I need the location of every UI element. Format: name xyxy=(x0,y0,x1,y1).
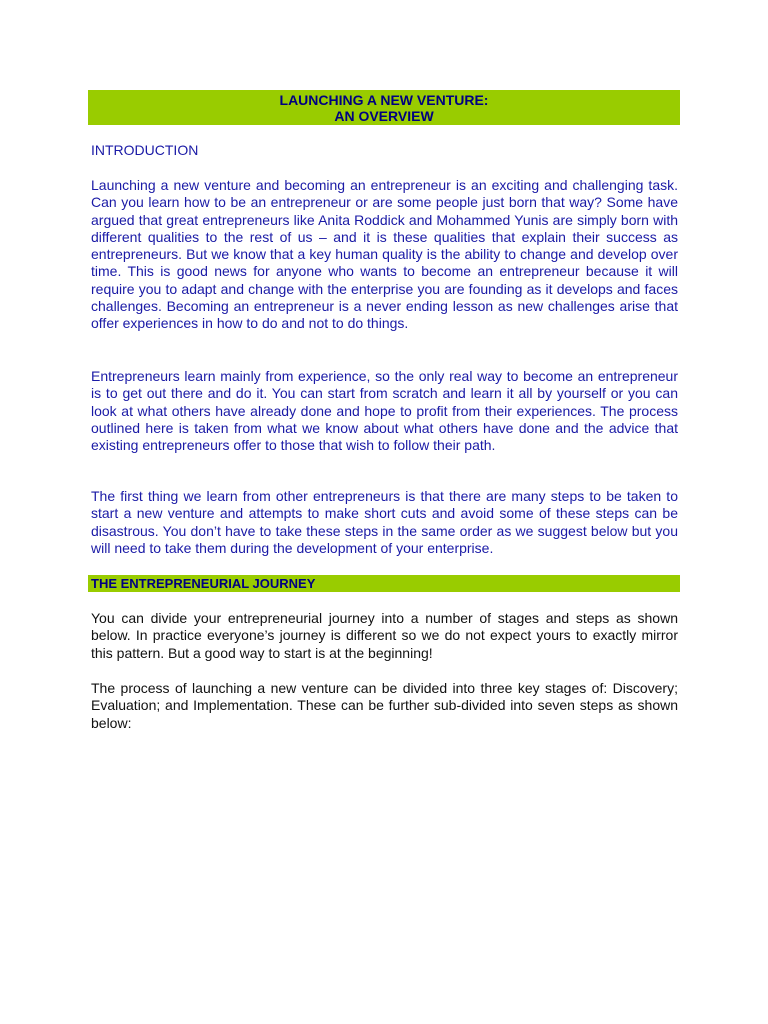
section-heading-entrepreneurial-journey: THE ENTREPRENEURIAL JOURNEY xyxy=(88,575,680,592)
document-title-bar xyxy=(88,90,680,125)
intro-paragraph-3: The first thing we learn from other entrepreneurs is that there are many steps to be taken to start a new venture and attempts to make short cuts and avoid some of these steps can be disastrous. You don’t have to take these steps in the same order as we suggest below but you will need to take them during the development of your enterprise. xyxy=(91,488,678,556)
journey-paragraph-1: You can divide your entrepreneurial journey into a number of stages and steps as shown below. In practice everyone’s journey is different so we do not expect yours to exactly mirror this pattern. But a good way to start is at the beginning! xyxy=(91,610,678,661)
document-title-line-2: AN OVERVIEW xyxy=(334,108,434,124)
intro-paragraph-2: Entrepreneurs learn mainly from experience, so the only real way to become an entrepreneur is to get out there and do it. You can start from scratch and learn it all by yourself or you can look at what others have already done and hope to profit from their experiences. The process outlined here is taken from what we know about what others have done and the advice that existing entrepreneurs offer to those that wish to follow their path. xyxy=(91,368,678,454)
journey-paragraph-2: The process of launching a new venture can be divided into three key stages of: Discovery; Evaluation; and Implementation. These can be further sub-divided into seven steps as shown below: xyxy=(91,680,678,731)
intro-paragraph-1: Launching a new venture and becoming an entrepreneur is an exciting and challenging task. Can you learn how to be an entrepreneur or are some people just born that way? Some have argued that great entrepreneurs like Anita Roddick and Mohammed Yunis are simply born with different qualities to the rest of us – and it is these qualities that explain their success as entrepreneurs. But we know that a key human quality is the ability to change and develop over time. This is good news for anyone who wants to become an entrepreneur because it will require you to adapt and change with the enterprise you are founding as it develops and faces challenges. Becoming an entrepreneur is a never ending lesson as new challenges arise that offer experiences in how to do and not to do things. xyxy=(91,177,678,332)
document-title-line-1: LAUNCHING A NEW VENTURE: xyxy=(279,92,489,108)
introduction-heading: INTRODUCTION xyxy=(91,142,199,158)
